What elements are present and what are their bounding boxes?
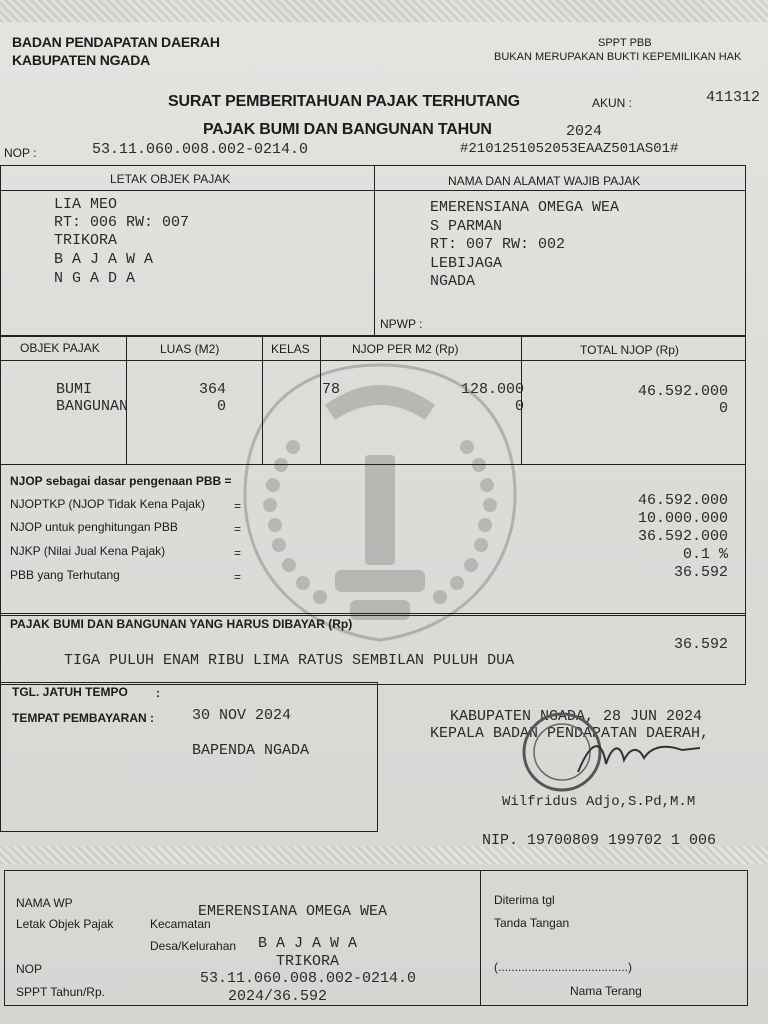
receipt-nama-wp-value: EMERENSIANA OMEGA WEA xyxy=(198,903,388,920)
col-header-objek: OBJEK PAJAK xyxy=(20,341,100,355)
row-luas: 0 xyxy=(216,398,226,415)
nop-label: NOP : xyxy=(4,146,37,160)
receipt-desa-label: Desa/Kelurahan xyxy=(150,939,237,953)
agency-name-line1: BADAN PENDAPATAN DAERAH xyxy=(12,34,220,50)
signatory-position: KEPALA BADAN PENDAPATAN DAERAH, xyxy=(430,725,710,742)
object-location-heading: LETAK OBJEK PAJAK xyxy=(110,172,231,186)
signatory-name: Wilfridus Adjo,S.Pd,M.M xyxy=(502,794,696,810)
receipt-sppt-label: SPPT Tahun/Rp. xyxy=(16,985,105,999)
location-line: RT: 006 RW: 007 xyxy=(54,214,190,231)
calc-eq: = xyxy=(234,499,242,513)
receipt-sign-label: Tanda Tangan xyxy=(494,916,570,930)
divider xyxy=(0,190,746,191)
row-njop-m2: 128.000 xyxy=(460,381,524,398)
taxpayer-line: NGADA xyxy=(430,273,476,290)
divider xyxy=(262,335,263,465)
handwritten-signature xyxy=(572,728,712,788)
sppt-label: SPPT PBB xyxy=(598,37,652,49)
calc-value: 36.592.000 xyxy=(637,528,728,545)
calc-eq: = xyxy=(234,570,242,584)
col-header-total: TOTAL NJOP (Rp) xyxy=(580,343,679,357)
calc-label: PBB yang Terhutang xyxy=(10,568,120,582)
receipt-sppt-value: 2024/36.592 xyxy=(228,988,328,1005)
calc-value: 46.592.000 xyxy=(637,492,728,509)
receipt-kecamatan-value: B A J A W A xyxy=(258,935,358,952)
receipt-received-label: Diterima tgl xyxy=(494,893,555,907)
agency-name-line2: KABUPATEN NGADA xyxy=(12,52,151,68)
calc-eq: = xyxy=(234,546,242,560)
payment-place-label: TEMPAT PEMBAYARAN : xyxy=(12,711,155,725)
receipt-clear-name-label: Nama Terang xyxy=(570,984,642,998)
receipt-sign-blank: (.......................................) xyxy=(494,960,633,974)
calc-label: NJOP untuk penghitungan PBB xyxy=(10,520,178,534)
calc-label: NJKP (Nilai Jual Kena Pajak) xyxy=(10,544,166,558)
document-title: SURAT PEMBERITAHUAN PAJAK TERHUTANG xyxy=(168,93,520,110)
row-total: 46.592.000 xyxy=(637,383,728,400)
nop-value: 53.11.060.008.002-0214.0 xyxy=(92,141,309,158)
taxpayer-line: RT: 007 RW: 002 xyxy=(430,236,566,253)
payment-place: BAPENDA NGADA xyxy=(192,742,310,759)
location-line: N G A D A xyxy=(54,270,136,287)
sign-place-date: KABUPATEN NGADA, 28 JUN 2024 xyxy=(450,708,703,725)
calc-value: 36.592 xyxy=(673,564,728,581)
taxpayer-line: LEBIJAGA xyxy=(430,255,503,272)
payable-heading: PAJAK BUMI DAN BANGUNAN YANG HARUS DIBAYAR (Rp) xyxy=(10,617,353,631)
receipt-kecamatan-label: Kecamatan xyxy=(150,917,211,931)
document-subtitle: PAJAK BUMI DAN BANGUNAN TAHUN xyxy=(203,121,492,138)
calc-eq: = xyxy=(234,522,242,536)
ownership-disclaimer: BUKAN MERUPAKAN BUKTI KEPEMILIKAN HAK xyxy=(494,51,742,63)
payable-in-words: TIGA PULUH ENAM RIBU LIMA RATUS SEMBILAN PULUH DUA xyxy=(64,652,515,669)
location-line: B A J A W A xyxy=(54,251,154,268)
taxpayer-heading: NAMA DAN ALAMAT WAJIB PAJAK xyxy=(448,174,641,188)
col-header-luas: LUAS (M2) xyxy=(160,342,220,356)
divider xyxy=(0,360,746,361)
calc-value: 0.1 % xyxy=(682,546,728,563)
receipt-letak-label: Letak Objek Pajak xyxy=(16,917,114,931)
row-kelas: 78 xyxy=(322,381,341,398)
due-date-colon: : xyxy=(156,686,160,700)
taxpayer-line: EMERENSIANA OMEGA WEA xyxy=(430,199,620,216)
due-box xyxy=(0,682,378,832)
calc-label: NJOPTKP (NJOP Tidak Kena Pajak) xyxy=(10,497,205,511)
row-objek: BUMI xyxy=(56,381,93,398)
due-date-label: TGL. JATUH TEMPO xyxy=(12,685,128,699)
akun-value: 411312 xyxy=(706,89,761,106)
divider xyxy=(320,335,321,465)
row-total: 0 xyxy=(718,400,728,417)
akun-label: AKUN : xyxy=(592,96,633,110)
divider xyxy=(480,870,481,1006)
location-line: LIA MEO xyxy=(54,196,118,213)
due-date: 30 NOV 2024 xyxy=(192,707,292,724)
row-objek: BANGUNAN xyxy=(56,398,129,415)
npwp-label: NPWP : xyxy=(380,317,423,331)
tax-year: 2024 xyxy=(566,123,603,140)
receipt-desa-value: TRIKORA xyxy=(276,953,340,970)
receipt-nop-label: NOP xyxy=(16,962,43,976)
col-header-kelas: KELAS xyxy=(271,342,310,356)
document-code: #2101251052053EAAZ501AS01# xyxy=(460,141,679,157)
col-header-njop-m2: NJOP PER M2 (Rp) xyxy=(352,342,459,356)
location-line: TRIKORA xyxy=(54,232,118,249)
row-luas: 364 xyxy=(198,381,226,398)
security-pattern-top xyxy=(0,0,768,22)
signatory-nip: NIP. 19700809 199702 1 006 xyxy=(482,832,717,849)
receipt-nop-value: 53.11.060.008.002-0214.0 xyxy=(200,970,417,987)
calc-value: 10.000.000 xyxy=(637,510,728,527)
receipt-nama-wp-label: NAMA WP xyxy=(16,896,73,910)
calculation-heading: NJOP sebagai dasar pengenaan PBB = xyxy=(10,474,232,488)
payable-amount: 36.592 xyxy=(673,636,728,653)
taxpayer-line: S PARMAN xyxy=(430,218,503,235)
row-njop-m2: 0 xyxy=(514,398,524,415)
